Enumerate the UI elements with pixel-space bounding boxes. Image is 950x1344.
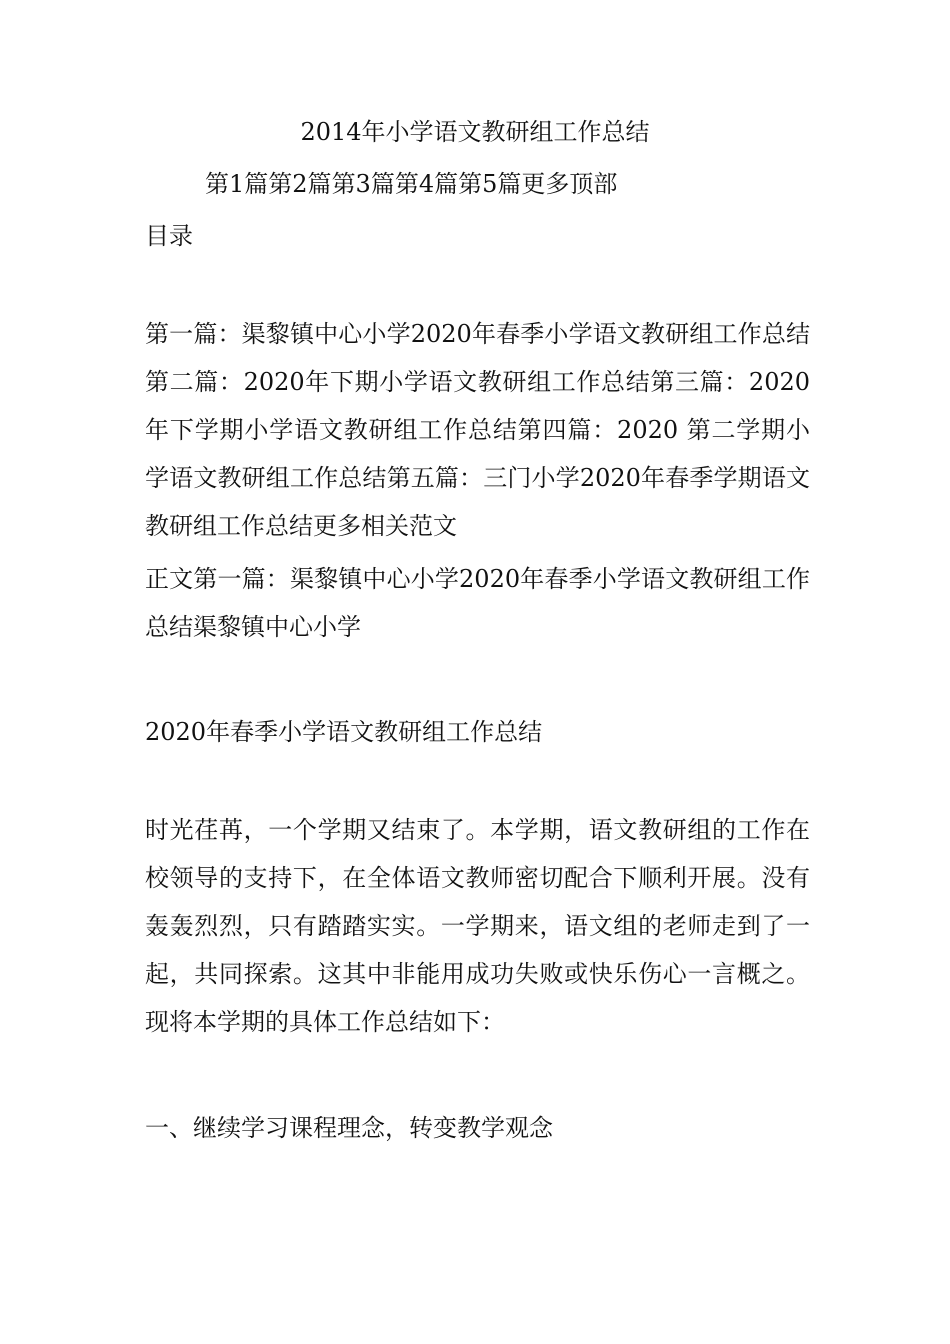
nav-link-part-3[interactable]: 第3篇 [331, 170, 395, 198]
nav-link-part-2[interactable]: 第2篇 [268, 170, 332, 198]
toc-list: 第一篇：渠黎镇中心小学2020年春季小学语文教研组工作总结第二篇：2020年下期小学语文教研组工作总结第三篇：2020年下学期小学语文教研组工作总结第四篇：2020 第二学期小学语文教研组工作总结第五篇：三门小学2020年春季学期语文教研组工作总结更多相关范文 [145, 320, 810, 540]
document-title: 2014年小学语文教研组工作总结 [300, 118, 650, 146]
nav-link-more[interactable]: 更多 [521, 170, 570, 198]
nav-link-part-1[interactable]: 第1篇 [205, 170, 269, 198]
section-nav [205, 168, 617, 200]
nav-link-part-5[interactable]: 第5篇 [458, 170, 522, 198]
heading-1: 一、继续学习课程理念，转变教学观念 [145, 1114, 553, 1142]
nav-link-part-4[interactable]: 第4篇 [394, 170, 459, 198]
section-title: 2020年春季小学语文教研组工作总结 [145, 718, 543, 746]
nav-link-top[interactable]: 顶部 [569, 170, 618, 198]
toc-label: 目录 [145, 222, 193, 250]
body-intro: 正文第一篇：渠黎镇中心小学2020年春季小学语文教研组工作总结渠黎镇中心小学 [145, 565, 810, 641]
paragraph-1: 时光荏苒，一个学期又结束了。本学期，语文教研组的工作在校领导的支持下，在全体语文教师密切配合下顺利开展。没有轰轰烈烈，只有踏踏实实。一学期来，语文组的老师走到了一起，共同探索。这其中非能用成功失败或快乐伤心一言概之。现将本学期的具体工作总结如下： [145, 816, 810, 1036]
